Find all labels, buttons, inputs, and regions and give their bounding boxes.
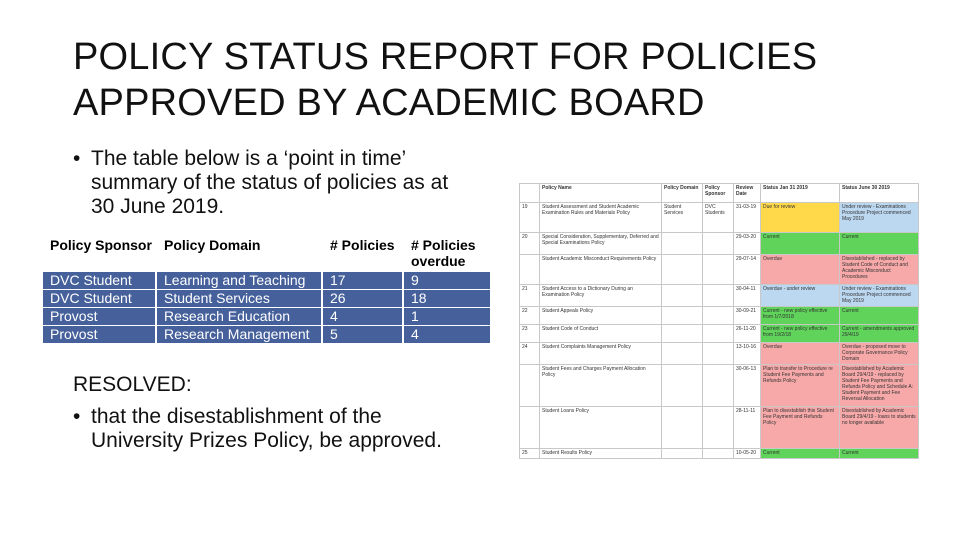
detail-cell-name: Student Code of Conduct <box>540 325 662 343</box>
detail-cell-jan: Overdue <box>761 255 840 285</box>
detail-cell-jan: Overdue - under review <box>761 285 840 307</box>
summary-cell-domain: Student Services <box>156 290 322 308</box>
detail-header-cell: Policy Domain <box>662 184 703 203</box>
detail-cell-name: Student Results Policy <box>540 449 662 459</box>
detail-cell-name: Student Access to a Dictionary During an Examination Policy <box>540 285 662 307</box>
slide-title-line-2: APPROVED BY ACADEMIC BOARD <box>73 82 705 124</box>
detail-cell-jan: Due for review <box>761 203 840 233</box>
summary-header-overdue: # Policies overdue <box>403 237 490 272</box>
detail-cell-date: 28-11-11 <box>734 407 761 449</box>
summary-cell-count: 4 <box>322 308 403 326</box>
resolved-bullet <box>73 405 473 453</box>
table-row <box>520 449 919 459</box>
intro-bullet-block <box>73 147 473 219</box>
summary-cell-sponsor: Provost <box>43 308 156 326</box>
detail-cell-name: Student Appeals Policy <box>540 307 662 325</box>
detail-cell-sponsor <box>703 307 734 325</box>
policy-detail-table <box>519 183 919 459</box>
detail-header-cell: Status Jan 31 2019 <box>761 184 840 203</box>
detail-cell-date: 26-11-20 <box>734 325 761 343</box>
detail-cell-jun: Under review - Examinations Procedure Project commenced May 2019 <box>840 285 919 307</box>
table-row <box>520 343 919 365</box>
detail-cell-date: 10-05-20 <box>734 449 761 459</box>
summary-cell-count: 26 <box>322 290 403 308</box>
detail-cell-jun: Current - amendments approved 29/4/19 <box>840 325 919 343</box>
summary-cell-count: 5 <box>322 326 403 344</box>
detail-cell-domain <box>662 285 703 307</box>
detail-cell-num <box>520 407 540 449</box>
summary-cell-count: 17 <box>322 272 403 290</box>
detail-cell-sponsor <box>703 407 734 449</box>
detail-cell-name: Student Assessment and Student Academic Examination Rules and Materials Policy <box>540 203 662 233</box>
summary-cell-sponsor: DVC Student <box>43 290 156 308</box>
detail-cell-date: 31-03-19 <box>734 203 761 233</box>
table-row <box>520 255 919 285</box>
resolved-bullet-text: that the disestablishment of the University Prizes Policy, be approved. <box>91 405 442 452</box>
detail-header-cell: Review Date <box>734 184 761 203</box>
detail-cell-date: 29-03-20 <box>734 233 761 255</box>
detail-cell-name: Student Loans Policy <box>540 407 662 449</box>
table-row <box>520 365 919 407</box>
summary-cell-overdue: 4 <box>403 326 490 344</box>
detail-cell-date: 30-06-13 <box>734 365 761 407</box>
table-row <box>520 285 919 307</box>
detail-cell-jun: Disestablished - replaced by Student Code of Conduct and Academic Misconduct Procedures <box>840 255 919 285</box>
detail-cell-num: 19 <box>520 203 540 233</box>
detail-cell-num: 22 <box>520 307 540 325</box>
detail-cell-domain <box>662 365 703 407</box>
detail-cell-jun: Under review - Examinations Procedure Project commenced May 2019 <box>840 203 919 233</box>
summary-cell-domain: Research Education <box>156 308 322 326</box>
resolved-heading: RESOLVED: <box>73 373 192 396</box>
detail-cell-jun: Disestablished by Academic Board 29/4/19 - loans to students no longer available <box>840 407 919 449</box>
detail-cell-num: 25 <box>520 449 540 459</box>
table-row <box>520 325 919 343</box>
detail-cell-sponsor <box>703 325 734 343</box>
detail-cell-name: Student Complaints Management Policy <box>540 343 662 365</box>
detail-header-cell: Policy Sponsor <box>703 184 734 203</box>
table-row <box>43 326 490 344</box>
summary-cell-domain: Research Management <box>156 326 322 344</box>
detail-header-cell: Policy Name <box>540 184 662 203</box>
summary-cell-overdue: 9 <box>403 272 490 290</box>
summary-cell-sponsor: Provost <box>43 326 156 344</box>
table-row <box>520 407 919 449</box>
detail-cell-jan: Plan to transfer to Procedure re Student Fee Payments and Refunds Policy <box>761 365 840 407</box>
detail-cell-name: Special Consideration, Supplementary, Deferred and Special Examinations Policy <box>540 233 662 255</box>
detail-cell-jun: Current <box>840 233 919 255</box>
detail-cell-domain <box>662 307 703 325</box>
slide-title <box>73 34 873 126</box>
detail-cell-sponsor <box>703 449 734 459</box>
detail-cell-jan: Current <box>761 233 840 255</box>
detail-cell-num: 24 <box>520 343 540 365</box>
intro-bullet <box>73 147 473 219</box>
detail-cell-domain <box>662 233 703 255</box>
table-row <box>43 290 490 308</box>
detail-cell-num <box>520 255 540 285</box>
intro-bullet-text: The table below is a ‘point in time’ summary of the status of policies as at 30 June 2019. <box>91 147 449 218</box>
table-row <box>520 233 919 255</box>
detail-header-cell <box>520 184 540 203</box>
summary-header-count: # Policies <box>322 237 403 272</box>
summary-cell-overdue: 18 <box>403 290 490 308</box>
detail-cell-jun: Overdue - proposed move to Corporate Governance Policy Domain <box>840 343 919 365</box>
detail-cell-domain <box>662 325 703 343</box>
bullet-dot-icon: • <box>73 147 81 170</box>
resolved-block <box>73 372 473 453</box>
detail-cell-jun: Current <box>840 449 919 459</box>
detail-cell-date: 30-09-21 <box>734 307 761 325</box>
detail-cell-jun: Current <box>840 307 919 325</box>
summary-cell-domain: Learning and Teaching <box>156 272 322 290</box>
detail-cell-num: 21 <box>520 285 540 307</box>
summary-header-sponsor: Policy Sponsor <box>43 237 156 272</box>
detail-cell-domain <box>662 343 703 365</box>
detail-cell-domain <box>662 255 703 285</box>
bullet-dot-icon: • <box>73 405 81 428</box>
table-row <box>43 272 490 290</box>
detail-cell-date: 13-10-16 <box>734 343 761 365</box>
detail-cell-domain <box>662 449 703 459</box>
slide-title-line-1: POLICY STATUS REPORT FOR POLICIES <box>73 36 818 78</box>
detail-cell-jan: Current <box>761 449 840 459</box>
detail-cell-num: 20 <box>520 233 540 255</box>
detail-cell-domain: Student Services <box>662 203 703 233</box>
detail-cell-sponsor: DVC Students <box>703 203 734 233</box>
table-row <box>520 203 919 233</box>
detail-cell-date: 29-07-14 <box>734 255 761 285</box>
detail-cell-name: Student Fees and Charges Payment Allocation Policy <box>540 365 662 407</box>
detail-cell-jun: Disestablished by Academic Board 29/4/19 - replaced by Student Fee Payments and Refunds Policy and Schedule A: Student Payment and Fee Reversal Allocation <box>840 365 919 407</box>
table-row <box>520 307 919 325</box>
detail-header-row <box>520 184 919 203</box>
detail-cell-jan: Plan to disestablish this Student Fee Payment and Refunds Policy <box>761 407 840 449</box>
detail-cell-sponsor <box>703 233 734 255</box>
policy-summary-table <box>43 237 490 343</box>
detail-cell-num <box>520 365 540 407</box>
summary-header-domain: Policy Domain <box>156 237 322 272</box>
detail-cell-sponsor <box>703 343 734 365</box>
table-row <box>43 308 490 326</box>
detail-cell-sponsor <box>703 365 734 407</box>
detail-cell-domain <box>662 407 703 449</box>
detail-cell-jan: Current - new policy effective from 1/7/2018 <box>761 307 840 325</box>
summary-header-row <box>43 237 490 272</box>
detail-cell-sponsor <box>703 255 734 285</box>
summary-cell-sponsor: DVC Student <box>43 272 156 290</box>
detail-cell-num: 23 <box>520 325 540 343</box>
summary-cell-overdue: 1 <box>403 308 490 326</box>
detail-cell-jan: Current - new policy effective from 19/2/18 <box>761 325 840 343</box>
detail-cell-jan: Overdue <box>761 343 840 365</box>
detail-cell-name: Student Academic Misconduct Requirements Policy <box>540 255 662 285</box>
detail-cell-sponsor <box>703 285 734 307</box>
detail-cell-date: 30-04-11 <box>734 285 761 307</box>
detail-header-cell: Status June 30 2019 <box>840 184 919 203</box>
